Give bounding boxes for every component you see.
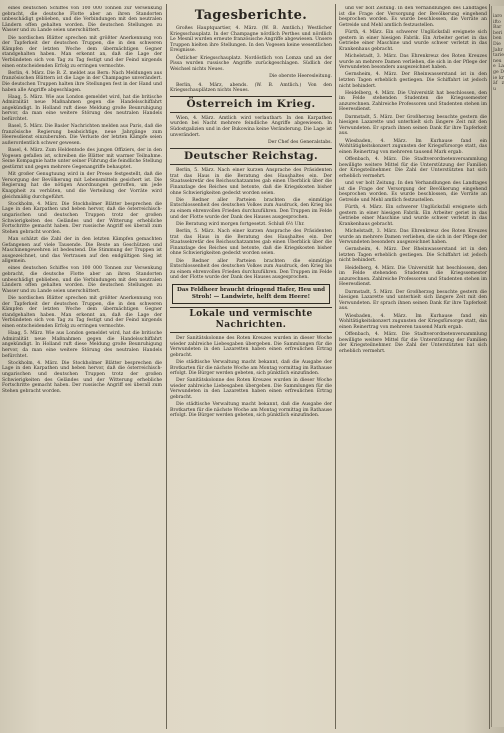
article-paragraph: Wiesbaden, 4. März. Im Kurhause fand ein Wohltätigkeitskonzert zugunsten der Kriegsfürsorge statt, das einen Reinertrag von mehreren tausend Mark ergab. <box>339 313 487 330</box>
article-paragraph: Basel, 4. März. Zum Heldentode des jungen Offiziers, der in den Vogesen gefallen ist, schreiben die Blätter mit warmer Teilnahme. Seine Kompagnie hatte unter seiner Führung die feindliche Stellung gestürmt und gegen mehrere Gegenangriffe behauptet. <box>2 148 162 170</box>
article-paragraph: Die nordischen Blätter sprechen mit größter Anerkennung von der Tapferkeit der deutschen Truppen, die in den schweren Kämpfen der letzten Woche dem übermächtigen Gegner standgehalten haben. Man erkennt an, daß die Lage der Verbündeten sich von Tag zu Tag festigt und der Feind nirgends einen entscheidenden Erfolg zu erringen vermochte. <box>2 296 162 329</box>
article-paragraph: Michelstadt, 3. März. Das Ehrenkreuz des Roten Kreuzes wurde an mehrere Damen verliehen, die sich in der Pflege der Verwundeten besonders ausgezeichnet haben. <box>339 53 487 71</box>
article-paragraph: Großes Hauptquartier, 4. März. (W. B. Amtlich.) Westlicher Kriegsschauplatz. In der Champagne nördlich Perthes und nördlich Le Mesnil wurden erneute französische Angriffe abgewiesen. Unsere Truppen hielten ihre Stellungen. In den Vogesen keine wesentlichen Ereignisse. <box>170 26 332 54</box>
article-paragraph: Haag, 5. März. Wie aus London gemeldet wird, hat die britische Admiralität neue Maßnahmen gegen die Handelsschiffahrt angekündigt. In Holland ruft diese Meldung große Beunruhigung hervor, da man eine weitere Störung des neutralen Handels befürchtet. <box>2 94 162 123</box>
column-right <box>339 6 487 727</box>
column-left <box>2 6 162 727</box>
article-paragraph: Berlin, 5. März. Nach einer kurzen Ansprache des Präsidenten trat das Haus in die Beratung des Haushaltes ein. Der Staatssekretär des Reichsschatzamtes gab einen Überblick über die Finanzlage des Reiches und betonte, daß die Kriegskosten bisher ohne Schwierigkeiten gedeckt worden seien. <box>170 168 332 196</box>
edge-text: iaro ifto Bar beri ben Die Jahr tarie neue Lage Die kräf zu <box>493 14 504 92</box>
section-title-local-news: Lokale und vermischte Nachrichten. <box>170 307 332 333</box>
article-paragraph: Stockholm, 4. März. Die Stockholmer Blätter besprechen die Lage in den Karpathen und heben hervor, daß die österreichisch-ungarischen und deutschen Truppen trotz der großen Schwierigkeiten des Geländes und der Witterung erhebliche Fortschritte gemacht haben. Der russische Angriff sei überall zum Stehen gebracht worden. <box>2 201 162 235</box>
article-paragraph: eines deutschen Schiffes von 100 000 Tonnen zur Versenkung gebracht, die deutsche Flotte aber an ihren Standorten unbeschädigt geblieben, und die Verbindungen mit den neutralen Ländern offen gehalten worden. Die deutschen Stellungen zu Wasser und zu Lande seien unerschüttert. <box>2 266 162 294</box>
article-paragraph: Die Beratung wird morgen fortgesetzt. Schluß 6½ Uhr. <box>176 221 305 227</box>
article-paragraph: Berlin, 4. März, abends. (W. B. Amtlich.) Von den Kriegsschauplätzen nichts Neues. <box>170 82 332 94</box>
article-paragraph: eines deutschen Schiffes von 100 000 Tonnen zur Versenkung gebracht, die deutsche Flotte aber an ihren Standorten unbeschädigt geblieben, und die Verbindungen mit den neutralen Ländern offen gehalten worden. Die deutschen Stellungen zu Wasser und zu Lande seien unerschüttert. <box>2 6 162 34</box>
article-paragraph: Mit großer Genugtuung wird in der Presse festgestellt, daß die Versorgung der Bevölkerung mit Lebensmitteln gesichert ist. Die Regierung hat die nötigen Anordnungen getroffen, um jede Knappheit zu verhüten, und die Verteilung der Vorräte wird gleichmäßig durchgeführt. <box>2 172 162 200</box>
article-paragraph: Basel, 5. März. Die Basler Nachrichten melden aus Paris, daß die französische Regierung beabsichtige, neue Jahrgänge zum Heeresdienst einzuberufen. Die Verluste der letzten Kämpfe seien außerordentlich schwer gewesen. <box>2 124 162 147</box>
column-rule <box>166 4 167 729</box>
article-paragraph: Wiesbaden, 4. März. Im Kurhause fand ein Wohltätigkeitskonzert zugunsten der Kriegsfürsorge statt, das einen Reinertrag von mehreren tausend Mark ergab. <box>339 138 487 155</box>
article-paragraph: Offenbach, 4. März. Die Stadtverordnetenversammlung bewilligte weitere Mittel für die Unterstützung der Familien der Kriegsteilnehmer. Die Zahl der Unterstützten hat sich erheblich vermehrt. <box>339 331 487 354</box>
article-paragraph: Der Sanitätskolonne des Roten Kreuzes wurden in dieser Woche wieder zahlreiche Liebesgaben übergeben. Die Sammlungen für die Verwundeten in den Lazaretten haben einen erfreulichen Ertrag gebracht. <box>170 378 332 401</box>
article-paragraph: Heidelberg, 4. März. Die Universität hat beschlossen, den im Felde stehenden Studenten die Kriegssemester anzurechnen. Zahlreiche Professoren und Studenten stehen im Heeresdienst. <box>339 265 487 288</box>
article-paragraph: Die städtische Verwaltung macht bekannt, daß die Ausgabe der Brotkarten für die nächste Woche am Montag vormittag im Rathause erfolgt. Die Bürger werden gebeten, sich pünktlich einzufinden. <box>170 359 332 377</box>
article-paragraph: Darmstadt, 5. März. Der Großherzog besuchte gestern die hiesigen Lazarette und unterhielt sich längere Zeit mit den Verwundeten. Er sprach ihnen seinen Dank für ihre Tapferkeit aus. <box>339 114 487 137</box>
column-rule <box>335 4 336 729</box>
article-paragraph: Fürth, 4. März. Ein schwerer Unglücksfall ereignete sich gestern in einer hiesigen Fabrik. Ein Arbeiter geriet in das Getriebe einer Maschine und wurde schwer verletzt in das Krankenhaus gebracht. <box>339 204 487 227</box>
article-paragraph: Heidelberg, 4. März. Die Universität hat beschlossen, den im Felde stehenden Studenten die Kriegssemester anzurechnen. Zahlreiche Professoren und Studenten stehen im Heeresdienst. <box>339 90 487 113</box>
article-paragraph: Gernsheim, 4. März. Der Rheinwasserstand ist in den letzten Tagen erheblich gestiegen. Die Schiffahrt ist jedoch nicht behindert. <box>339 247 487 264</box>
article-paragraph: Man schätzt die Zahl der in den letzten Kämpfen gemachten Gefangenen auf viele Tausende. Die Beute an Geschützen und Maschinengewehren ist bedeutend. Die Stimmung der Truppen ist ausgezeichnet, und das Vertrauen auf den endgültigen Sieg ist allgemein. <box>2 236 162 265</box>
article-paragraph: Die Redner aller Parteien brachten die einmütige Entschlossenheit des deutschen Volkes zum Ausdruck, den Krieg bis zu einem ehrenvollen Frieden durchzuführen. Den Truppen im Felde und der Flotte wurde der Dank des Hauses ausgesprochen. <box>170 197 332 220</box>
section-title-reichstag: Deutscher Reichstag. <box>170 148 332 165</box>
column-middle <box>170 6 332 727</box>
article-source: Die oberste Heeresleitung. <box>269 73 332 79</box>
article-paragraph: Offenbach, 4. März. Die Stadtverordnetenversammlung bewilligte weitere Mittel für die Unterstützung der Familien der Kriegsteilnehmer. Die Zahl der Unterstützten hat sich erheblich vermehrt. <box>339 157 487 179</box>
article-paragraph: Der Sanitätskolonne des Roten Kreuzes wurden in dieser Woche wieder zahlreiche Liebesgaben übergeben. Die Sammlungen für die Verwundeten in den Lazaretten haben einen erfreulichen Ertrag gebracht. <box>170 335 332 358</box>
article-paragraph: Die Redner aller Parteien brachten die einmütige Entschlossenheit des deutschen Volkes zum Ausdruck, den Krieg bis zu einem ehrenvollen Frieden durchzuführen. Den Truppen im Felde und der Flotte wurde der Dank des Hauses ausgesprochen. <box>170 258 332 281</box>
article-paragraph: Wien, 4. März. Amtlich wird verlautbart: In den Karpathen wurden bei Nacht mehrere feindliche Angriffe abgewiesen. In Südostgalizien und in der Bukowina keine Veränderung. Die Lage ist unverändert. <box>170 115 332 138</box>
article-paragraph: Stockholm, 4. März. Die Stockholmer Blätter besprechen die Lage in den Karpathen und heben hervor, daß die österreichisch-ungarischen und deutschen Truppen trotz der großen Schwierigkeiten des Geländes und der Witterung erhebliche Fortschritte gemacht haben. Der russische Angriff sei überall zum Stehen gebracht worden. <box>2 360 162 394</box>
article-paragraph: und ver bolt Zeitung. In den Verhandlungen des Landtages ist die Frage der Versorgung der Bevölkerung eingehend besprochen worden. Es wurde beschlossen, die Vorräte an Getreide und Mehl amtlich festzustellen. <box>339 180 487 203</box>
article-paragraph: Gernsheim, 4. März. Der Rheinwasserstand ist in den letzten Tagen erheblich gestiegen. Die Schiffahrt ist jedoch nicht behindert. <box>339 72 487 89</box>
adjacent-page-edge <box>491 6 504 727</box>
article-paragraph: Die städtische Verwaltung macht bekannt, daß die Ausgabe der Brotkarten für die nächste Woche am Montag vormittag im Rathause erfolgt. Die Bürger werden gebeten, sich pünktlich einzufinden. <box>170 402 332 419</box>
article-paragraph: Östlicher Kriegsschauplatz. Nordöstlich von Lomza und an der Pissa wurden russische Angriffe zurückgeschlagen. Südlich der Weichsel nichts Neues. <box>170 55 332 72</box>
article-paragraph: Berlin, 4. März. Die B. Z. meldet aus Bern: Nach Meldungen aus französischen Blättern ist die Lage in der Champagne unverändert. Die deutschen Truppen halten ihre Stellungen fest in der Hand und haben alle Angriffe abgeschlagen. <box>2 70 162 93</box>
article-paragraph: Haag, 5. März. Wie aus London gemeldet wird, hat die britische Admiralität neue Maßnahmen gegen die Handelsschiffahrt angekündigt. In Holland ruft diese Meldung große Beunruhigung hervor, da man eine weitere Störung des neutralen Handels befürchtet. <box>2 331 162 359</box>
article-source: Der Chef des Generalstabs. <box>267 139 332 145</box>
article-paragraph: Berlin, 5. März. Nach einer kurzen Ansprache des Präsidenten trat das Haus in die Beratung des Haushaltes ein. Der Staatssekretär des Reichsschatzamtes gab einen Überblick über die Finanzlage des Reiches und betonte, daß die Kriegskosten bisher ohne Schwierigkeiten gedeckt worden seien. <box>170 229 332 257</box>
column-rule <box>489 4 490 729</box>
section-title-austria: Österreich im Krieg. <box>170 96 332 113</box>
article-paragraph: Fürth, 4. März. Ein schwerer Unglücksfall ereignete sich gestern in einer hiesigen Fabrik. Ein Arbeiter geriet in das Getriebe einer Maschine und wurde schwer verletzt in das Krankenhaus gebracht. <box>339 29 487 52</box>
section-title-tagesberichte: Tagesberichte. <box>194 8 308 23</box>
article-paragraph: Die nordischen Blätter sprechen mit größter Anerkennung von der Tapferkeit der deutschen Truppen, die in den schweren Kämpfen der letzten Woche dem übermächtigen Gegner standgehalten haben. Man erkennt an, daß die Lage der Verbündeten sich von Tag zu Tag festigt und der Feind nirgends einen entscheidenden Erfolg zu erringen vermochte. <box>2 35 162 69</box>
article-paragraph: Michelstadt, 3. März. Das Ehrenkreuz des Roten Kreuzes wurde an mehrere Damen verliehen, die sich in der Pflege der Verwundeten besonders ausgezeichnet haben. <box>339 228 487 246</box>
notice-box: Das Feldheer braucht dringend Hafer, Heu und Stroh! — Landwirte, helft dem Heere! <box>172 284 330 304</box>
article-paragraph: und ver bolt Zeitung. In den Verhandlungen des Landtages ist die Frage der Versorgung der Bevölkerung eingehend besprochen worden. Es wurde beschlossen, die Vorräte an Getreide und Mehl amtlich festzustellen. <box>339 6 487 28</box>
article-paragraph: Darmstadt, 5. März. Der Großherzog besuchte gestern die hiesigen Lazarette und unterhielt sich längere Zeit mit den Verwundeten. Er sprach ihnen seinen Dank für ihre Tapferkeit aus. <box>339 289 487 312</box>
